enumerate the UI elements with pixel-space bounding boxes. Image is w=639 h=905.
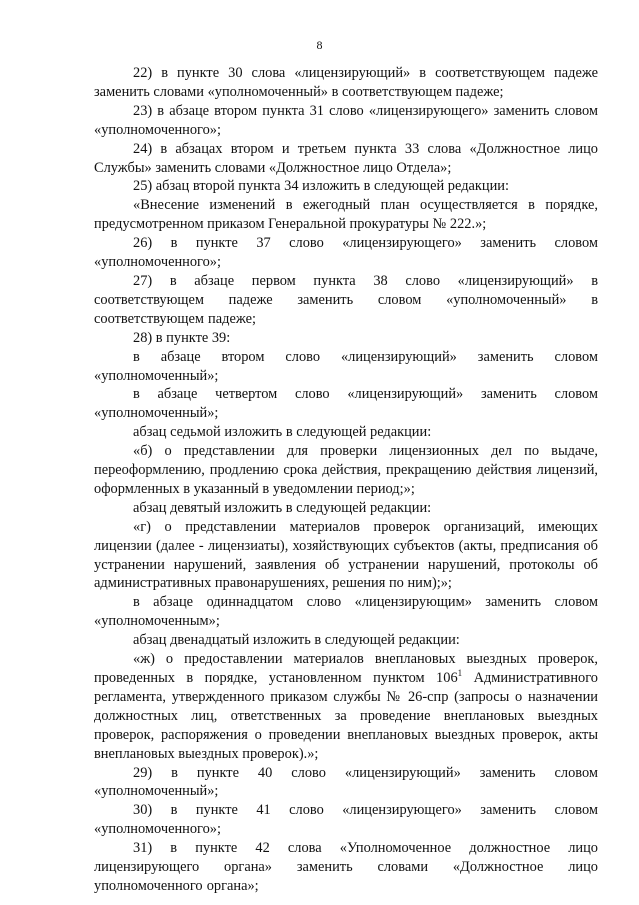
paragraph-28-item-3: абзац седьмой изложить в следующей редакции:: [133, 424, 432, 441]
paragraph-22: 22) в пункте 30 слова «лицензирующий» в соответствующем падеже заменить словами «уполномоченный» в соответствующем падеже;: [94, 65, 598, 100]
paragraph-zh-start: «ж) о предоставлении материалов внеплановых выездных проверок, проведенных в порядке, установленном пунктом 106: [94, 651, 598, 686]
paragraph-25-quote: «Внесение изменений в ежегодный план осуществляется в порядке, предусмотренном приказом Генеральной прокуратуры № 222.»;: [94, 197, 598, 233]
superscript-index: 1: [457, 668, 463, 679]
paragraph-23: 23) в абзаце втором пункта 31 слово «лицензирующего» заменить словом «уполномоченного»;: [94, 102, 598, 138]
paragraph-28-item-4-text: «г) о представлении материалов проверок организаций, имеющих лицензии (далее - лицензиаты), хозяйствующих субъектов (акты, предписания об устранении нарушений, заявления об устранении нарушений, протоколы об административных правонарушениях, решения по ним);»;: [94, 518, 598, 592]
paragraph-28-item-1: в абзаце втором слово «лицензирующий» заменить словом «уполномоченный»;: [94, 348, 598, 384]
paragraph-28-item-6: абзац двенадцатый изложить в следующей редакции:: [133, 632, 460, 649]
paragraph-26: 26) в пункте 37 слово «лицензирующего» заменить словом «уполномоченного»;: [94, 235, 598, 271]
paragraph-27: 27) в абзаце первом пункта 38 слово «лицензирующий» в соответствующем падеже заменить словом «уполномоченный» в соответствующем падеже;: [94, 272, 598, 327]
paragraph-28: 28) в пункте 39:: [133, 329, 231, 346]
document-body: [94, 64, 598, 896]
paragraph-25: 25) абзац второй пункта 34 изложить в следующей редакции:: [133, 178, 510, 195]
paragraph-zh-end: Административного регламента, утвержденного приказом службы № 26-спр (запросы о назначении должностных лиц, ответственных за проведение внеплановых выездных проверок, распоряжения о проведении внеплановых выездных проверок, акты внеплановых выездных проверок).»;: [94, 670, 598, 762]
paragraph-29: 29) в пункте 40 слово «лицензирующий» заменить словом «уполномоченный»;: [94, 764, 598, 800]
paragraph-28-item-6-text: [94, 650, 598, 763]
paragraph-28-item-4: абзац девятый изложить в следующей редакции:: [133, 499, 432, 516]
paragraph-24: 24) в абзацах втором и третьем пункта 33 слова «Должностное лицо Службы» заменить словами «Должностное лицо Отдела»;: [94, 140, 598, 176]
paragraph-31: 31) в пункте 42 слова «Уполномоченное должностное лицо лицензирующего органа» заменить словами «Должностное лицо уполномоченного органа»;: [94, 840, 598, 894]
page-number: 8: [316, 38, 323, 52]
paragraph-28-item-3-text: «б) о представлении для проверки лицензионных дел по выдаче, переоформлению, продлению срока действия, прекращению действия лицензий, оформленных в указанный в уведомлении период;»;: [94, 443, 598, 497]
paragraph-28-item-5: в абзаце одиннадцатом слово «лицензирующим» заменить словом «уполномоченным»;: [94, 594, 598, 630]
paragraph-28-item-2: в абзаце четвертом слово «лицензирующий» заменить словом «уполномоченный»;: [94, 386, 598, 422]
paragraph-30: 30) в пункте 41 слово «лицензирующего» заменить словом «уполномоченного»;: [94, 802, 598, 838]
